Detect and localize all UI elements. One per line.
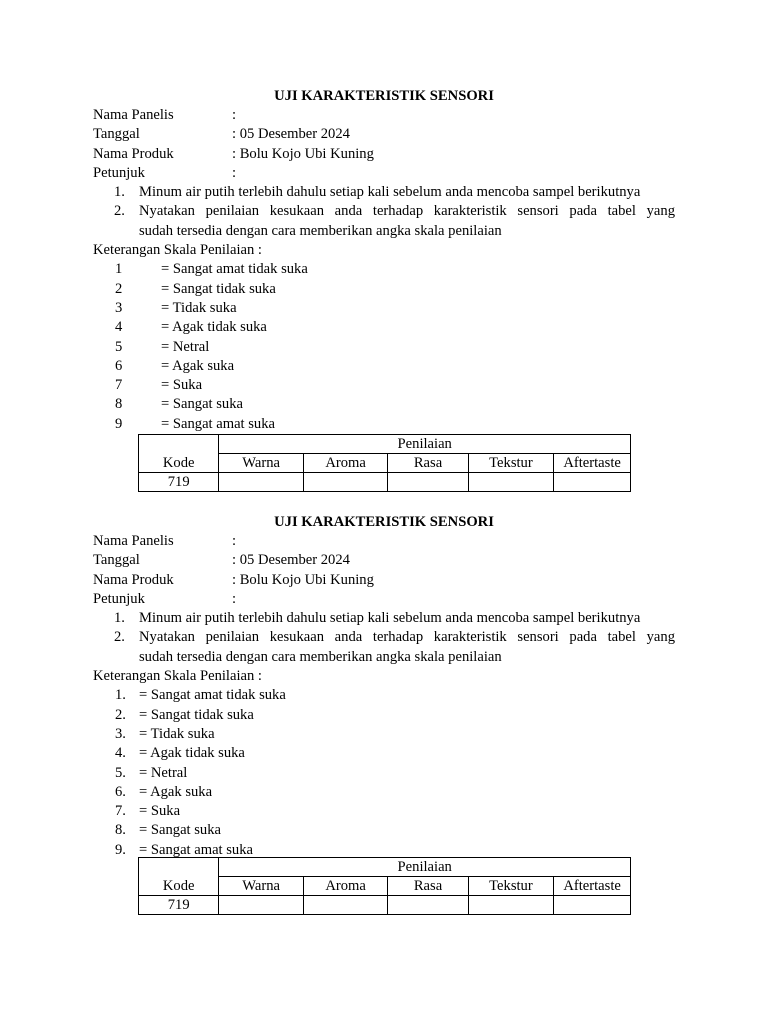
scale-number: 5: [115, 338, 123, 355]
score-cell-rasa[interactable]: [388, 896, 468, 915]
instruction-number: 1.: [114, 184, 125, 201]
scale-text: = Sangat amat suka: [161, 415, 276, 432]
score-cell-warna[interactable]: [219, 473, 303, 492]
field-label: Nama Panelis: [93, 107, 174, 123]
column-header-warna: Warna: [219, 454, 303, 473]
scale-item: [93, 338, 675, 357]
field-label: Petunjuk: [93, 590, 145, 607]
column-header-tekstur: Tekstur: [468, 454, 554, 473]
column-header-aroma: Aroma: [303, 454, 387, 473]
instruction-text: Minum air putih terlebih dahulu setiap kali sebelum anda mencoba sampel berikutnya: [139, 610, 641, 627]
score-cell-aroma[interactable]: [303, 473, 387, 492]
instruction-item: [93, 609, 675, 628]
field-petunjuk: [93, 164, 675, 183]
field-label: Nama Produk: [93, 571, 174, 588]
instruction-number: 1.: [114, 610, 125, 627]
scale-item: [93, 357, 675, 376]
field-nama-produk: [93, 571, 675, 590]
field-label: Tanggal: [93, 552, 140, 569]
field-value: :: [232, 533, 237, 549]
score-cell-aftertaste[interactable]: [554, 896, 631, 915]
scale-text: = Sangat amat suka: [139, 841, 254, 858]
field-value: :: [232, 590, 237, 607]
table-row: [139, 896, 631, 915]
field-value: :: [232, 107, 237, 123]
scale-text: = Agak tidak suka: [139, 745, 245, 762]
field-label: Nama Panelis: [93, 533, 174, 549]
scale-text: = Agak tidak suka: [161, 319, 267, 336]
scale-number: 7.: [115, 803, 126, 820]
field-label: Petunjuk: [93, 164, 145, 181]
scale-text: = Sangat suka: [161, 396, 243, 413]
field-label: Tanggal: [93, 126, 140, 143]
scale-item: [93, 395, 675, 414]
column-header-tekstur: Tekstur: [468, 877, 554, 896]
scale-list: [93, 260, 675, 434]
scale-text: = Netral: [139, 764, 188, 781]
instruction-text-continued: sudah tersedia dengan cara memberikan angka skala penilaian: [139, 648, 502, 665]
kode-header: Kode: [139, 858, 219, 896]
scale-number: 8.: [115, 822, 126, 839]
scale-item: [93, 299, 675, 318]
penilaian-header: Penilaian: [219, 435, 631, 454]
score-cell-warna[interactable]: [219, 896, 303, 915]
scale-text: = Tidak suka: [139, 725, 215, 742]
scale-number: 3: [115, 299, 123, 316]
scale-item: [93, 764, 675, 783]
instruction-item: [93, 202, 675, 241]
scale-number: 5.: [115, 764, 126, 781]
instruction-text: Minum air putih terlebih dahulu setiap kali sebelum anda mencoba sampel berikutnya: [139, 184, 641, 201]
form-title: UJI KARAKTERISTIK SENSORI: [274, 88, 494, 104]
column-header-rasa: Rasa: [388, 877, 468, 896]
field-nama-panelis: [93, 532, 675, 551]
scale-item: [93, 783, 675, 802]
column-header-warna: Warna: [219, 877, 303, 896]
scale-number: 4: [115, 319, 123, 336]
score-cell-aftertaste[interactable]: [554, 473, 631, 492]
kode-header: Kode: [139, 435, 219, 473]
field-value: : Bolu Kojo Ubi Kuning: [232, 571, 374, 588]
instruction-text: Nyatakan penilaian kesukaan anda terhadap karakteristik sensori pada tabel yang: [139, 629, 675, 646]
scale-item: [93, 706, 675, 725]
field-nama-panelis: [93, 106, 675, 125]
score-table-1: [138, 434, 631, 492]
scale-list: [93, 686, 675, 860]
penilaian-header: Penilaian: [219, 858, 631, 877]
instruction-text-continued: sudah tersedia dengan cara memberikan angka skala penilaian: [139, 222, 502, 239]
scale-text: = Tidak suka: [161, 299, 237, 316]
score-cell-rasa[interactable]: [388, 473, 468, 492]
sensory-form-2: [93, 512, 675, 860]
scale-item: [93, 260, 675, 279]
field-value: :: [232, 164, 237, 181]
scale-text: = Agak suka: [161, 357, 235, 374]
scale-item: [93, 802, 675, 821]
scale-text: = Netral: [161, 338, 210, 355]
instruction-item: [93, 183, 675, 202]
instruction-number: 2.: [114, 203, 125, 220]
field-value: : 05 Desember 2024: [232, 126, 350, 143]
score-cell-tekstur[interactable]: [468, 896, 554, 915]
scale-number: 3.: [115, 725, 126, 742]
score-cell-tekstur[interactable]: [468, 473, 554, 492]
scale-heading: Keterangan Skala Penilaian :: [93, 242, 262, 259]
scale-number: 7: [115, 377, 123, 394]
scale-number: 1: [115, 261, 123, 278]
scale-item: [93, 744, 675, 763]
scale-number: 6: [115, 357, 123, 374]
sensory-form-1: [93, 86, 675, 434]
scale-text: = Sangat tidak suka: [139, 706, 254, 723]
scale-number: 8: [115, 396, 123, 413]
scale-heading: Keterangan Skala Penilaian :: [93, 668, 262, 685]
field-tanggal: [93, 551, 675, 570]
scale-number: 1.: [115, 687, 126, 704]
score-table-2: [138, 857, 631, 915]
field-value: : Bolu Kojo Ubi Kuning: [232, 145, 374, 162]
scale-item: [93, 821, 675, 840]
scale-text: = Sangat amat tidak suka: [139, 687, 286, 704]
field-tanggal: [93, 125, 675, 144]
column-header-aroma: Aroma: [303, 877, 387, 896]
field-nama-produk: [93, 145, 675, 164]
scale-text: = Sangat suka: [139, 822, 221, 839]
score-cell-aroma[interactable]: [303, 896, 387, 915]
column-header-aftertaste: Aftertaste: [554, 454, 631, 473]
scale-text: = Sangat amat tidak suka: [161, 261, 308, 278]
scale-text: = Suka: [139, 803, 181, 820]
kode-cell: 719: [139, 473, 219, 492]
scale-item: [93, 318, 675, 337]
scale-text: = Sangat tidak suka: [161, 280, 276, 297]
scale-item: [93, 686, 675, 705]
field-label: Nama Produk: [93, 145, 174, 162]
scale-text: = Suka: [161, 377, 203, 394]
scale-text: = Agak suka: [139, 783, 213, 800]
scale-number: 6.: [115, 783, 126, 800]
table-row: [139, 473, 631, 492]
scale-item: [93, 725, 675, 744]
scale-item: [93, 376, 675, 395]
instruction-item: [93, 628, 675, 667]
column-header-aftertaste: Aftertaste: [554, 877, 631, 896]
scale-number: 4.: [115, 745, 126, 762]
scale-number: 2: [115, 280, 123, 297]
form-title: UJI KARAKTERISTIK SENSORI: [274, 514, 494, 530]
scale-number: 9.: [115, 841, 126, 858]
scale-number: 2.: [115, 706, 126, 723]
field-value: : 05 Desember 2024: [232, 552, 350, 569]
column-header-rasa: Rasa: [388, 454, 468, 473]
scale-item: [93, 415, 675, 434]
kode-cell: 719: [139, 896, 219, 915]
field-petunjuk: [93, 590, 675, 609]
instruction-number: 2.: [114, 629, 125, 646]
scale-number: 9: [115, 415, 123, 432]
instruction-text: Nyatakan penilaian kesukaan anda terhadap karakteristik sensori pada tabel yang: [139, 203, 675, 220]
scale-item: [93, 280, 675, 299]
